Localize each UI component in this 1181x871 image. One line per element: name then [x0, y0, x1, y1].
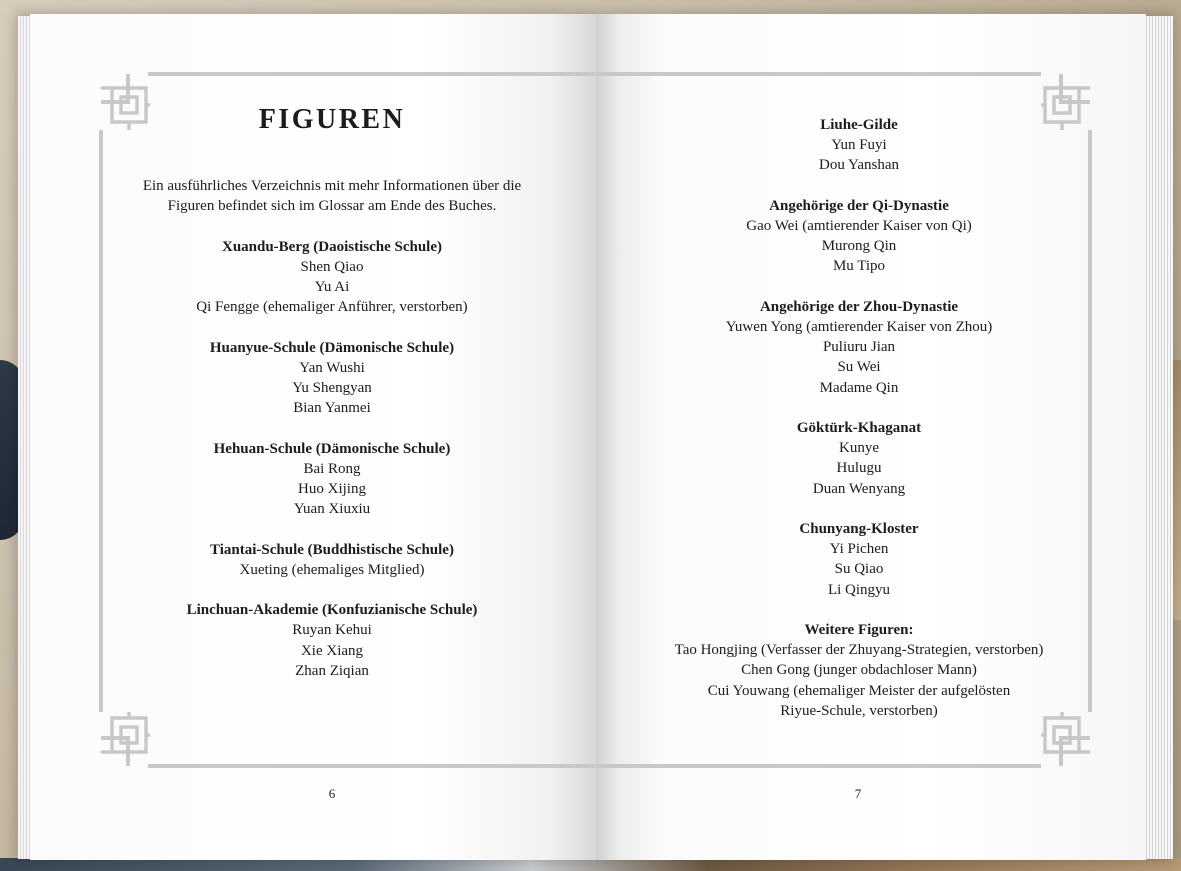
- character-group: [130, 338, 534, 419]
- character-name: Murong Qin: [821, 238, 897, 255]
- character-name: Bian Yanmei: [293, 400, 371, 417]
- character-name: Kunye: [839, 440, 879, 457]
- intro-paragraph: Ein ausführliches Verzeichnis mit mehr Informationen über die Figuren befindet sich im Glossar am Ende des Buches.: [142, 178, 522, 215]
- character-name: Yu Ai: [314, 279, 350, 295]
- character-name: Ruyan Kehui: [292, 622, 372, 639]
- character-name: Yuan Xiuxiu: [293, 501, 371, 518]
- character-group: [652, 196, 1066, 277]
- right-column: [652, 115, 1066, 741]
- group-heading: Weitere Figuren:: [804, 622, 914, 638]
- character-name: Yi Pichen: [829, 541, 889, 558]
- right-character-groups: [652, 115, 1066, 721]
- character-name: Hulugu: [836, 460, 882, 477]
- character-name: Puliuru Jian: [822, 339, 896, 356]
- page-number-right: 7: [854, 786, 862, 801]
- group-heading: Xuandu-Berg (Daoistische Schule): [221, 238, 442, 255]
- character-group: [652, 519, 1066, 600]
- character-name: Qi Fengge (ehemaliger Anführer, verstorben): [196, 299, 468, 316]
- page-edges-right: [1143, 16, 1173, 859]
- character-name: Tao Hongjing (Verfasser der Zhuyang-Strategien, verstorben): [674, 642, 1044, 659]
- character-name: Yuwen Yong (amtierender Kaiser von Zhou): [725, 319, 993, 335]
- character-name: Riyue-Schule, verstorben): [780, 702, 938, 719]
- page-title: FIGUREN: [258, 104, 406, 135]
- character-group: [130, 540, 534, 580]
- left-column: [130, 176, 534, 701]
- character-group: [652, 297, 1066, 398]
- character-group: [652, 115, 1066, 176]
- character-name: Zhan Ziqian: [295, 662, 369, 679]
- character-name: Xie Xiang: [300, 642, 364, 659]
- character-name: Xueting (ehemaliges Mitglied): [239, 561, 425, 578]
- group-heading: Hehuan-Schule (Dämonische Schule): [213, 440, 451, 457]
- character-name: Yu Shengyan: [292, 380, 372, 396]
- character-name: Dou Yanshan: [818, 157, 899, 174]
- group-heading: Liuhe-Gilde: [820, 117, 898, 133]
- character-group: [130, 600, 534, 681]
- group-heading: Angehörige der Zhou-Dynastie: [759, 298, 959, 315]
- character-name: Shen Qiao: [300, 258, 364, 275]
- character-name: Huo Xijing: [298, 481, 366, 497]
- character-name: Yan Wushi: [299, 359, 365, 376]
- character-name: Su Wei: [837, 359, 881, 376]
- group-heading: Chunyang-Kloster: [799, 521, 919, 537]
- group-heading: Göktürk-Khaganat: [796, 420, 922, 436]
- character-name: Su Qiao: [834, 561, 884, 578]
- group-heading: Tiantai-Schule (Buddhistische Schule): [210, 541, 454, 558]
- group-heading: Huanyue-Schule (Dämonische Schule): [209, 339, 455, 356]
- character-group: [130, 439, 534, 520]
- character-group: [130, 237, 534, 318]
- character-name: Madame Qin: [819, 379, 899, 396]
- character-group: [652, 418, 1066, 499]
- group-heading: Linchuan-Akademie (Konfuzianische Schule): [186, 602, 478, 619]
- character-name: Cui Youwang (ehemaliger Meister der aufgelösten: [707, 682, 1011, 699]
- character-name: Li Qingyu: [827, 581, 891, 598]
- character-name: Bai Rong: [303, 460, 361, 477]
- left-character-groups: [130, 237, 534, 681]
- character-name: Yun Fuyi: [831, 137, 887, 154]
- character-name: Mu Tipo: [832, 258, 886, 275]
- character-name: Gao Wei (amtierender Kaiser von Qi): [746, 218, 972, 234]
- character-name: Duan Wenyang: [812, 480, 906, 497]
- character-group: [652, 620, 1066, 721]
- page-number-left: 6: [328, 786, 336, 801]
- group-heading: Angehörige der Qi-Dynastie: [769, 197, 949, 214]
- character-name: Chen Gong (junger obdachloser Mann): [741, 662, 977, 679]
